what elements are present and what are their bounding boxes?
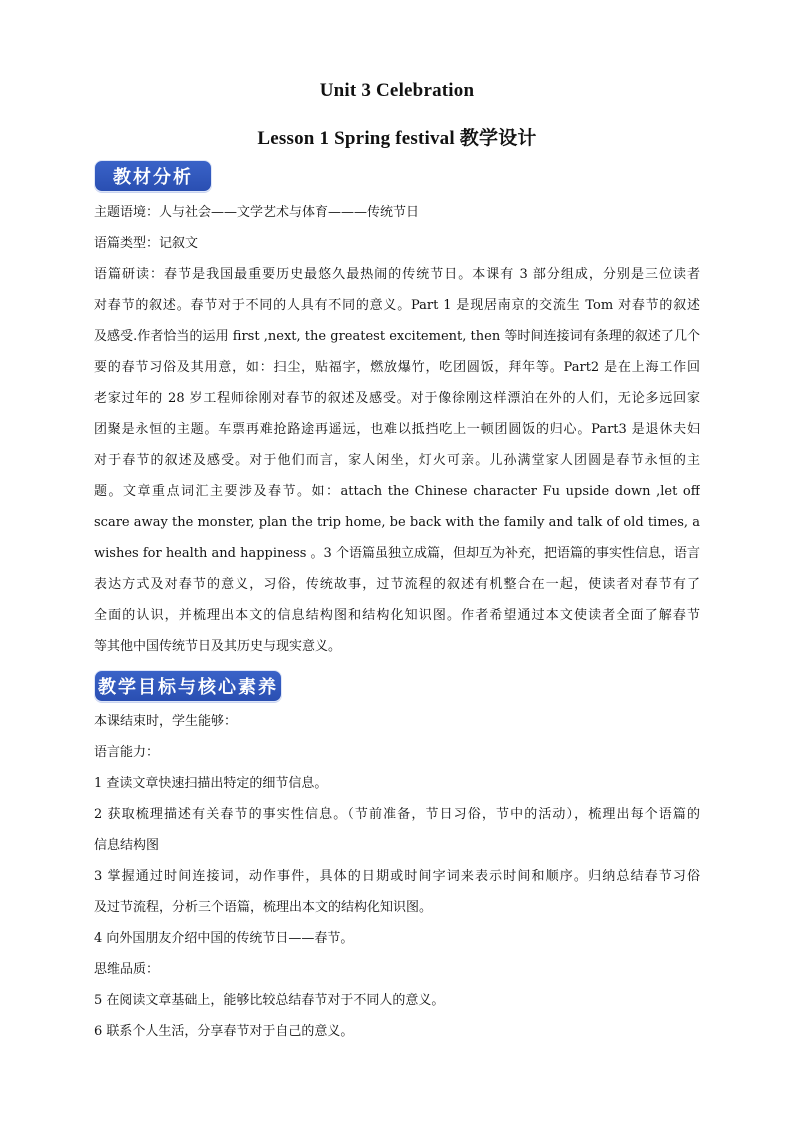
- lesson-title: Lesson 1 Spring festival 教学设计: [257, 128, 537, 149]
- analysis-paragraph-line: 对春节的叙述。春节对于不同的人具有不同的意义。Part 1 是现居南京的交流生 Tom 对春节的叙述: [94, 298, 700, 313]
- objective-item: 4 向外国朋友介绍中国的传统节日——春节。: [94, 931, 354, 946]
- analysis-paragraph-line: 及感受.作者恰当的运用 first ,next, the greatest excitement, then 等时间连接词有条理的叙述了几个: [94, 329, 700, 344]
- section-heading-analysis: 教材分析: [94, 160, 212, 192]
- objective-item: 6 联系个人生活，分享春节对于自己的意义。: [94, 1024, 354, 1039]
- unit-title: Unit 3 Celebration: [319, 80, 475, 101]
- analysis-paragraph-line: 表达方式及对春节的意义，习俗，传统故事，过节流程的叙述有机整合在一起，使读者对春节有了: [94, 577, 700, 592]
- analysis-paragraph-line: 等其他中国传统节日及其历史与现实意义。: [94, 639, 342, 654]
- thinking-quality-label: 思维品质：: [94, 962, 160, 977]
- objective-item-continued: 信息结构图: [94, 838, 160, 853]
- objectives-section: [94, 706, 700, 1047]
- language-ability-label: 语言能力：: [94, 745, 160, 760]
- objective-item: 1 查读文章快速扫描出特定的细节信息。: [94, 776, 328, 791]
- analysis-paragraph-line: scare away the monster, plan the trip home, be back with the family and talk of old times, a: [94, 515, 700, 530]
- objective-item: 3 掌握通过时间连接词，动作事件，具体的日期或时间字词来表示时间和顺序。归纳总结春节习俗: [94, 869, 700, 884]
- section-heading-objectives: 教学目标与核心素养: [94, 670, 282, 702]
- objective-item: 5 在阅读文章基础上，能够比较总结春节对于不同人的意义。: [94, 993, 445, 1008]
- analysis-paragraph-line: 老家过年的 28 岁工程师徐刚对春节的叙述及感受。对于像徐刚这样漂泊在外的人们，无论多远回家: [94, 391, 700, 406]
- analysis-paragraph-line: 团聚是永恒的主题。车票再难抢路途再遥远，也难以抵挡吃上一顿团圆饭的归心。Part3 是退休夫妇: [94, 422, 700, 437]
- analysis-paragraph-line: 要的春节习俗及其用意，如：扫尘，贴福字，燃放爆竹，吃团圆饭，拜年等。Part2 是在上海工作回: [94, 360, 700, 375]
- objectives-intro-line: 本课结束时，学生能够：: [94, 714, 238, 729]
- analysis-section: [94, 197, 700, 662]
- analysis-paragraph-line: 语篇研读：春节是我国最重要历史最悠久最热闹的传统节日。本课有 3 部分组成，分别是三位读者: [94, 267, 700, 282]
- objective-item: 2 获取梳理描述有关春节的事实性信息。（节前准备，节日习俗，节中的活动），梳理出每个语篇的: [94, 807, 700, 822]
- text-type-line: 语篇类型：记叙文: [94, 236, 199, 251]
- analysis-paragraph-line: 题。文章重点词汇主要涉及春节。如：attach the Chinese character Fu upside down ,let off: [94, 484, 700, 499]
- objective-item-continued: 及过节流程，分析三个语篇，梳理出本文的结构化知识图。: [94, 900, 433, 915]
- analysis-paragraph-line: 全面的认识，并梳理出本文的信息结构图和结构化知识图。作者希望通过本文使读者全面了解春节: [94, 608, 700, 623]
- analysis-paragraph-line: wishes for health and happiness 。3 个语篇虽独立成篇，但却互为补充，把语篇的事实性信息，语言: [94, 546, 700, 561]
- theme-context-line: 主题语境：人与社会——文学艺术与体育———传统节日: [94, 205, 420, 220]
- analysis-paragraph-line: 对于春节的叙述及感受。对于他们而言，家人闲坐，灯火可亲。儿孙满堂家人团圆是春节永恒的主: [94, 453, 700, 468]
